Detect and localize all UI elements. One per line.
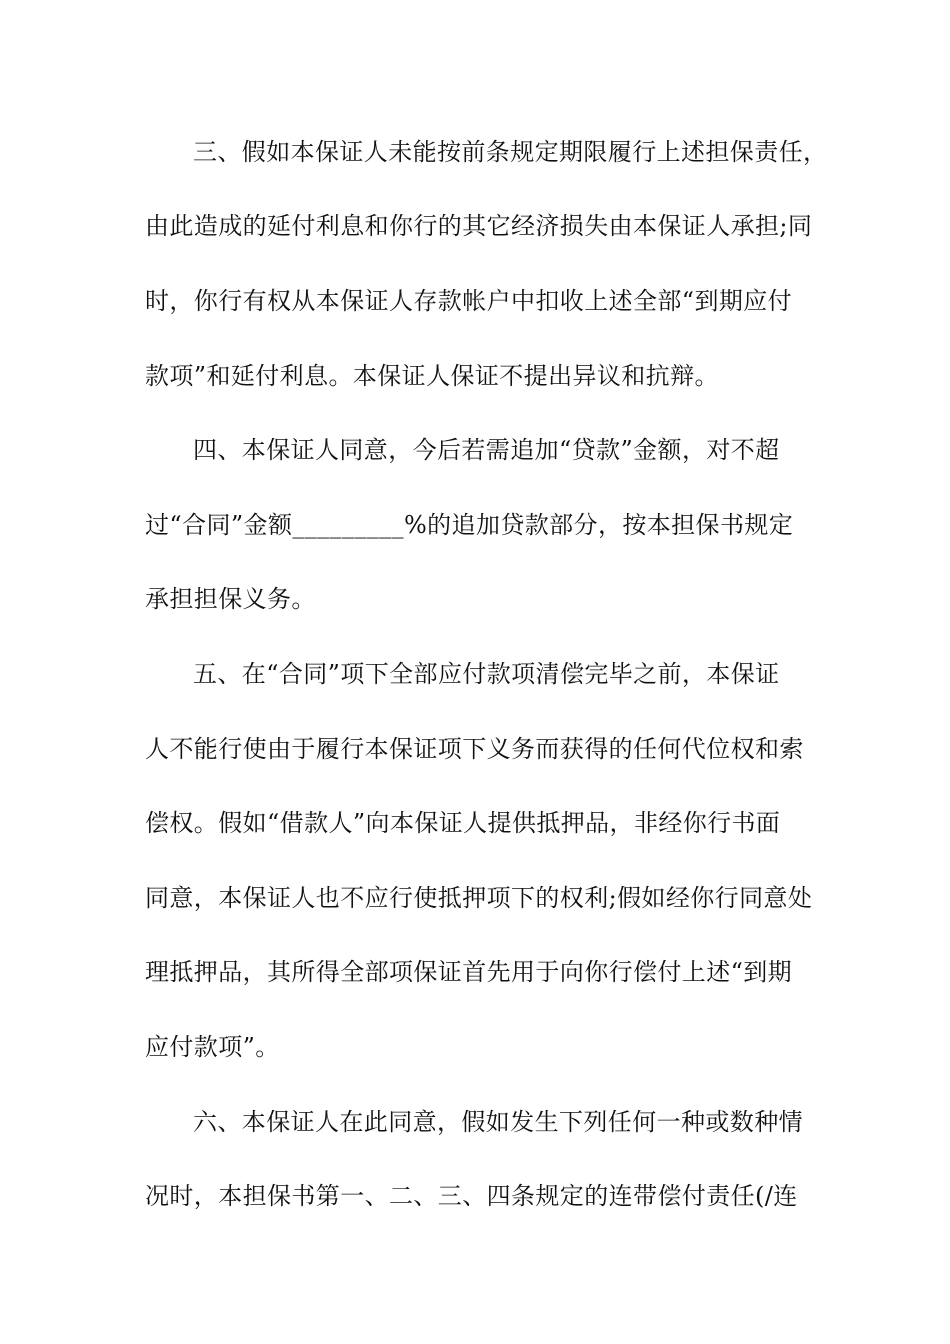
- clause-5-line-3: 偿权。假如“借款人”向本保证人提供抵押品，非经你行书面: [145, 809, 781, 837]
- clause-5-line-1: 五、在“合同”项下全部应付款项清偿完毕之前，本保证: [193, 660, 780, 688]
- clause-4-line-2: 过“合同”金额_________%的追加贷款部分，按本担保书规定: [145, 511, 794, 539]
- clause-4-line-3: 承担担保义务。: [145, 585, 316, 613]
- clause-5-line-4: 同意，本保证人也不应行使抵押项下的权利;假如经你行同意处: [145, 884, 813, 912]
- clause-5-line-5: 理抵押品，其所得全部项保证首先用于向你行偿付上述“到期: [145, 958, 793, 986]
- clause-3-line-3: 时，你行有权从本保证人存款帐户中扣收上述全部“到期应付: [145, 287, 793, 315]
- clause-6-line-2: 况时，本担保书第一、二、三、四条规定的连带偿付责任(/连: [145, 1182, 798, 1210]
- clause-3-line-4: 款项”和延付利息。本保证人保证不提出异议和抗辩。: [145, 362, 719, 390]
- clause-6-line-1: 六、本保证人在此同意，假如发生下列任何一种或数种情: [193, 1108, 803, 1136]
- clause-4-line-1: 四、本保证人同意，今后若需追加“贷款”金额，对不超: [193, 436, 780, 464]
- clause-3-line-1: 三、假如本保证人未能按前条规定期限履行上述担保责任，: [193, 138, 828, 166]
- clause-3-line-2: 由此造成的延付利息和你行的其它经济损失由本保证人承担;同: [145, 212, 813, 240]
- clause-5-line-2: 人不能行使由于履行本保证项下义务而获得的任何代位权和索: [145, 735, 804, 763]
- clause-5-line-6: 应付款项”。: [145, 1033, 280, 1061]
